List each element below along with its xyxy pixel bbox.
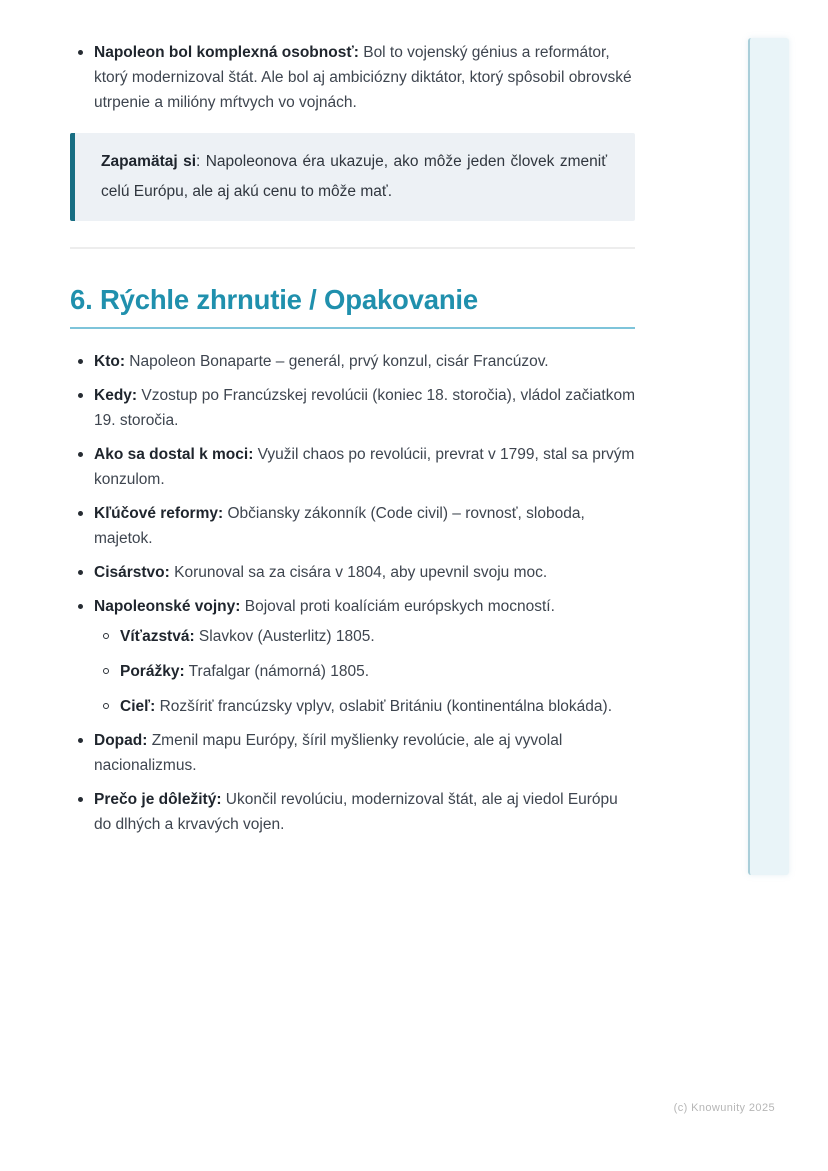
callout-text [101,147,607,207]
list-item-text [94,383,635,433]
list-item-body-text: Napoleon Bonaparte – generál, prvý konzul, cisár Francúzov. [125,353,549,370]
list-item [70,728,635,778]
sub-item-text [120,694,612,719]
page-content [70,0,635,837]
bullet-icon [70,442,94,492]
section-heading: 6. Rýchle zhrnutie / Opakovanie [70,285,635,329]
list-item-lead: Kľúčové reformy: [94,505,224,522]
list-item [70,594,635,719]
sub-item-lead: Víťazstvá: [120,628,195,645]
sub-item-lead: Porážky: [120,663,185,680]
list-item-body-text: Občiansky zákonník (Code civil) – rovnosť, sloboda, majetok. [94,505,585,547]
list-item-lead: Ako sa dostal k moci: [94,446,254,463]
list-item-body-text: Využil chaos po revolúcii, prevrat v 1799, stal sa prvým konzulom. [94,446,635,488]
sub-item-body-text: Rozšíriť francúzsky vplyv, oslabiť Britániu (kontinentálna blokáda). [155,698,613,715]
right-accent-bar [748,38,789,875]
list-item-body-text: Vzostup po Francúzskej revolúcii (koniec 18. storočia), vládol začiatkom 19. storočia. [94,387,636,429]
bullet-icon [70,383,94,433]
list-item-lead: Kto: [94,353,125,370]
bullet-icon [70,594,94,719]
list-item-body-text: Zmenil mapu Európy, šíril myšlienky revolúcie, ale aj vyvolal nacionalizmus. [94,732,563,774]
sub-item-text [120,624,375,649]
summary-list [70,349,635,837]
bullet-icon [70,501,94,551]
list-item-body-text: Korunoval sa za cisára v 1804, aby upevnil svoju moc. [169,564,548,581]
sub-item-body-text: Trafalgar (námorná) 1805. [184,663,369,680]
callout-body-text: : Napoleonova éra ukazuje, ako môže jeden človek zmeniť celú Európu, ale aj akú cenu to môže mať. [101,153,608,200]
list-item [70,501,635,551]
bullet-icon [70,560,94,585]
list-item-text [94,442,635,492]
circle-bullet-icon [94,659,120,684]
list-item [70,349,635,374]
list-item-text [94,787,635,837]
list-item [70,383,635,433]
circle-bullet-icon [94,694,120,719]
sub-item-body-text: Slavkov (Austerlitz) 1805. [194,628,375,645]
bullet-icon [70,349,94,374]
list-item-text [94,594,635,619]
list-item-lead: Prečo je dôležitý: [94,791,222,808]
list-item-text [94,349,635,374]
list-item-body-text: Bojoval proti koalíciám európskych mocností. [240,598,555,615]
list-item-text [94,560,635,585]
list-item-lead: Napoleon bol komplexná osobnosť: [94,44,359,61]
list-item-lead: Napoleonské vojny: [94,598,241,615]
sub-item-lead: Cieľ: [120,698,156,715]
callout-box [70,133,635,221]
sub-list-item [94,624,635,649]
list-item [70,560,635,585]
list-item-lead: Dopad: [94,732,148,749]
callout-lead: Zapamätaj si [101,153,197,170]
list-item-text [94,728,635,778]
list-item-body-text: Ukončil revolúciu, modernizoval štát, ale aj viedol Európu do dlhých a krvavých vojen. [94,791,618,833]
list-item-lead: Kedy: [94,387,138,404]
sub-list [94,624,635,719]
list-item [70,40,635,115]
bullet-icon [70,787,94,837]
copyright-text: (c) Knowunity 2025 [673,1102,775,1114]
list-item [70,442,635,492]
sub-item-text [120,659,369,684]
list-item [70,787,635,837]
section-divider [70,247,635,249]
list-item-text [94,501,635,551]
bullet-icon [70,728,94,778]
sub-list-item [94,694,635,719]
sub-list-item [94,659,635,684]
list-item-body-text: Bol to vojenský génius a reformátor, ktorý modernizoval štát. Ale bol aj ambiciózny diktátor, ktorý spôsobil obrovské utrpenie a milióny mŕtvych vo vojnách. [94,44,632,111]
list-item-lead: Cisárstvo: [94,564,170,581]
bullet-icon [70,40,94,115]
list-item-text [94,40,635,115]
circle-bullet-icon [94,624,120,649]
